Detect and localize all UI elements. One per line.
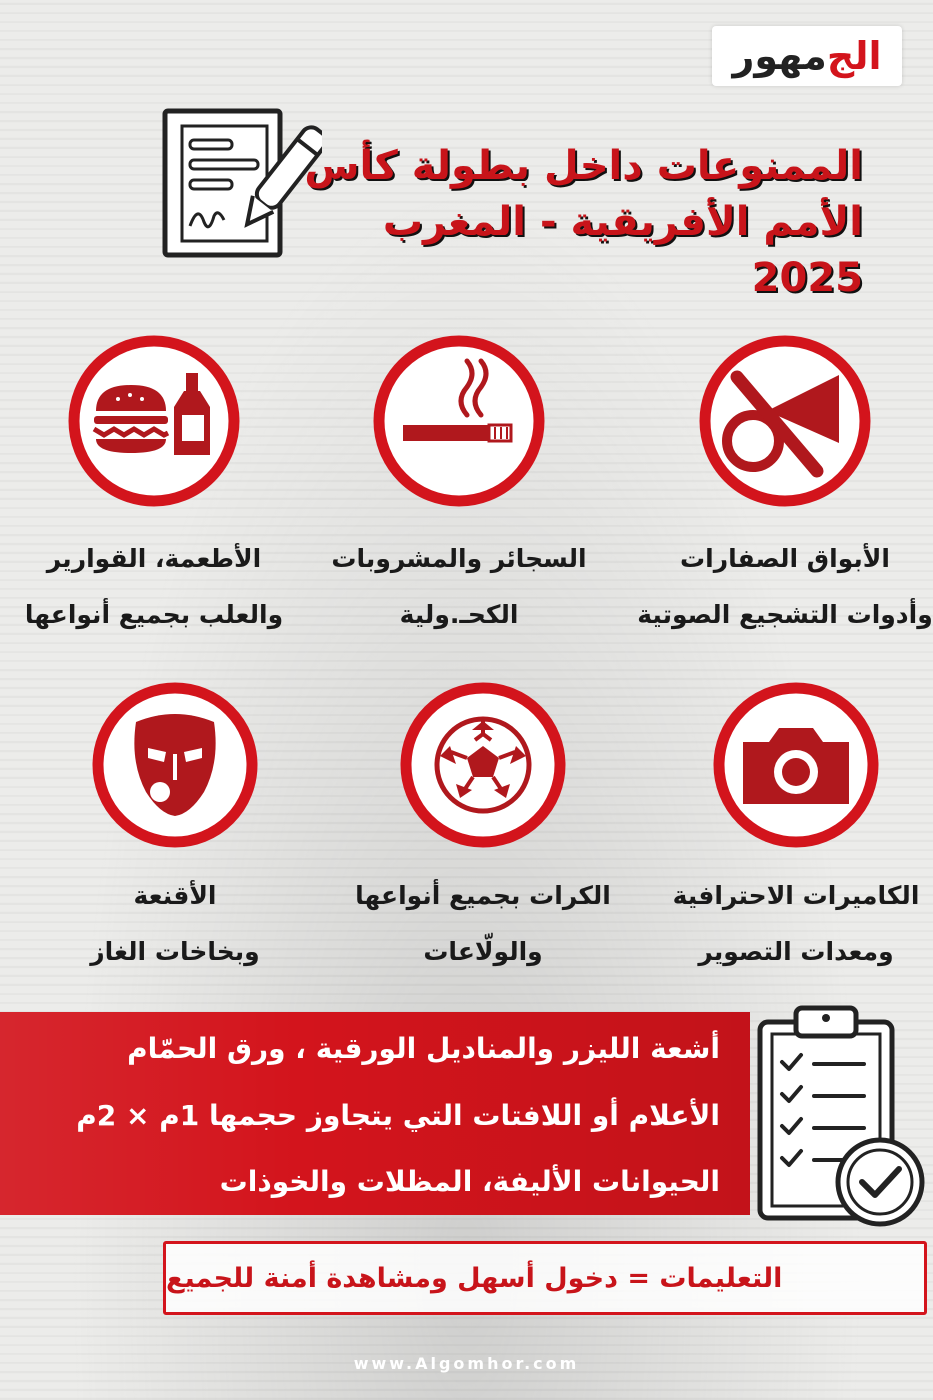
page-title: [263, 138, 863, 306]
brand-logo: [712, 26, 902, 86]
item-cameras-line-2: ومعدات التصوير: [698, 937, 894, 966]
item-horns-line-2: وأدوات التشجيع الصوتية: [637, 600, 933, 629]
item-masks-line-2: وبخاخات الغاز: [90, 937, 260, 966]
item-horns-line-1: الأبواق الصفارات: [680, 544, 890, 573]
band-line-3: الحيوانات الأليفة، المظلات والخوذات: [219, 1165, 720, 1198]
logo-text-dark: مهور: [732, 34, 827, 78]
item-smoking-line-1: السجائر والمشروبات: [331, 544, 587, 573]
no-smoking-icon: [371, 333, 547, 509]
item-food-line-1: الأطعمة، القوارير: [46, 544, 262, 573]
item-balls-line-2: والولّاعات: [423, 937, 543, 966]
item-balls-line-1: الكرات بجميع أنواعها: [355, 881, 611, 910]
item-cameras-label: [646, 868, 933, 980]
no-food-drink-icon: [66, 333, 242, 509]
item-horns-label: [635, 531, 933, 643]
item-food: [4, 333, 304, 643]
item-balls: [333, 680, 633, 980]
item-horns: [635, 333, 933, 643]
item-masks-label: [25, 868, 325, 980]
instructions-text: التعليمات = دخول أسهل ومشاهدة أمنة للجميع: [166, 1262, 783, 1294]
band-line-2: الأعلام أو اللافتات التي يتجاوز حجمها 1م × 2م: [76, 1099, 720, 1132]
logo-text-red: الج: [826, 34, 882, 78]
band-line-1: أشعة الليزر والمناديل الورقية ، ورق الحمّام: [127, 1032, 720, 1065]
item-balls-label: [333, 868, 633, 980]
item-smoking: [309, 333, 609, 643]
extra-banned-items-band: [0, 1012, 750, 1215]
item-food-line-2: والعلب بجميع أنواعها: [24, 600, 284, 629]
title-line-1: الممنوعات داخل بطولة كأس: [304, 143, 863, 189]
no-horn-icon: [697, 333, 873, 509]
item-masks-line-1: الأقنعة: [133, 881, 217, 910]
clipboard-checklist-icon: [752, 1000, 927, 1230]
item-smoking-label: [309, 531, 609, 643]
title-line-2: الأمم الأفريقية - المغرب 2025: [382, 199, 863, 301]
item-cameras: [646, 680, 933, 980]
item-cameras-line-1: الكاميرات الاحترافية: [672, 881, 920, 910]
website-url: www.Algomhor.com: [353, 1354, 580, 1373]
football-icon: [398, 680, 568, 850]
camera-icon: [711, 680, 881, 850]
item-smoking-line-2: الكحـ.ولية: [399, 600, 519, 629]
gas-mask-icon: [90, 680, 260, 850]
item-food-label: [4, 531, 304, 643]
item-masks: [25, 680, 325, 980]
instructions-banner: [163, 1241, 927, 1315]
